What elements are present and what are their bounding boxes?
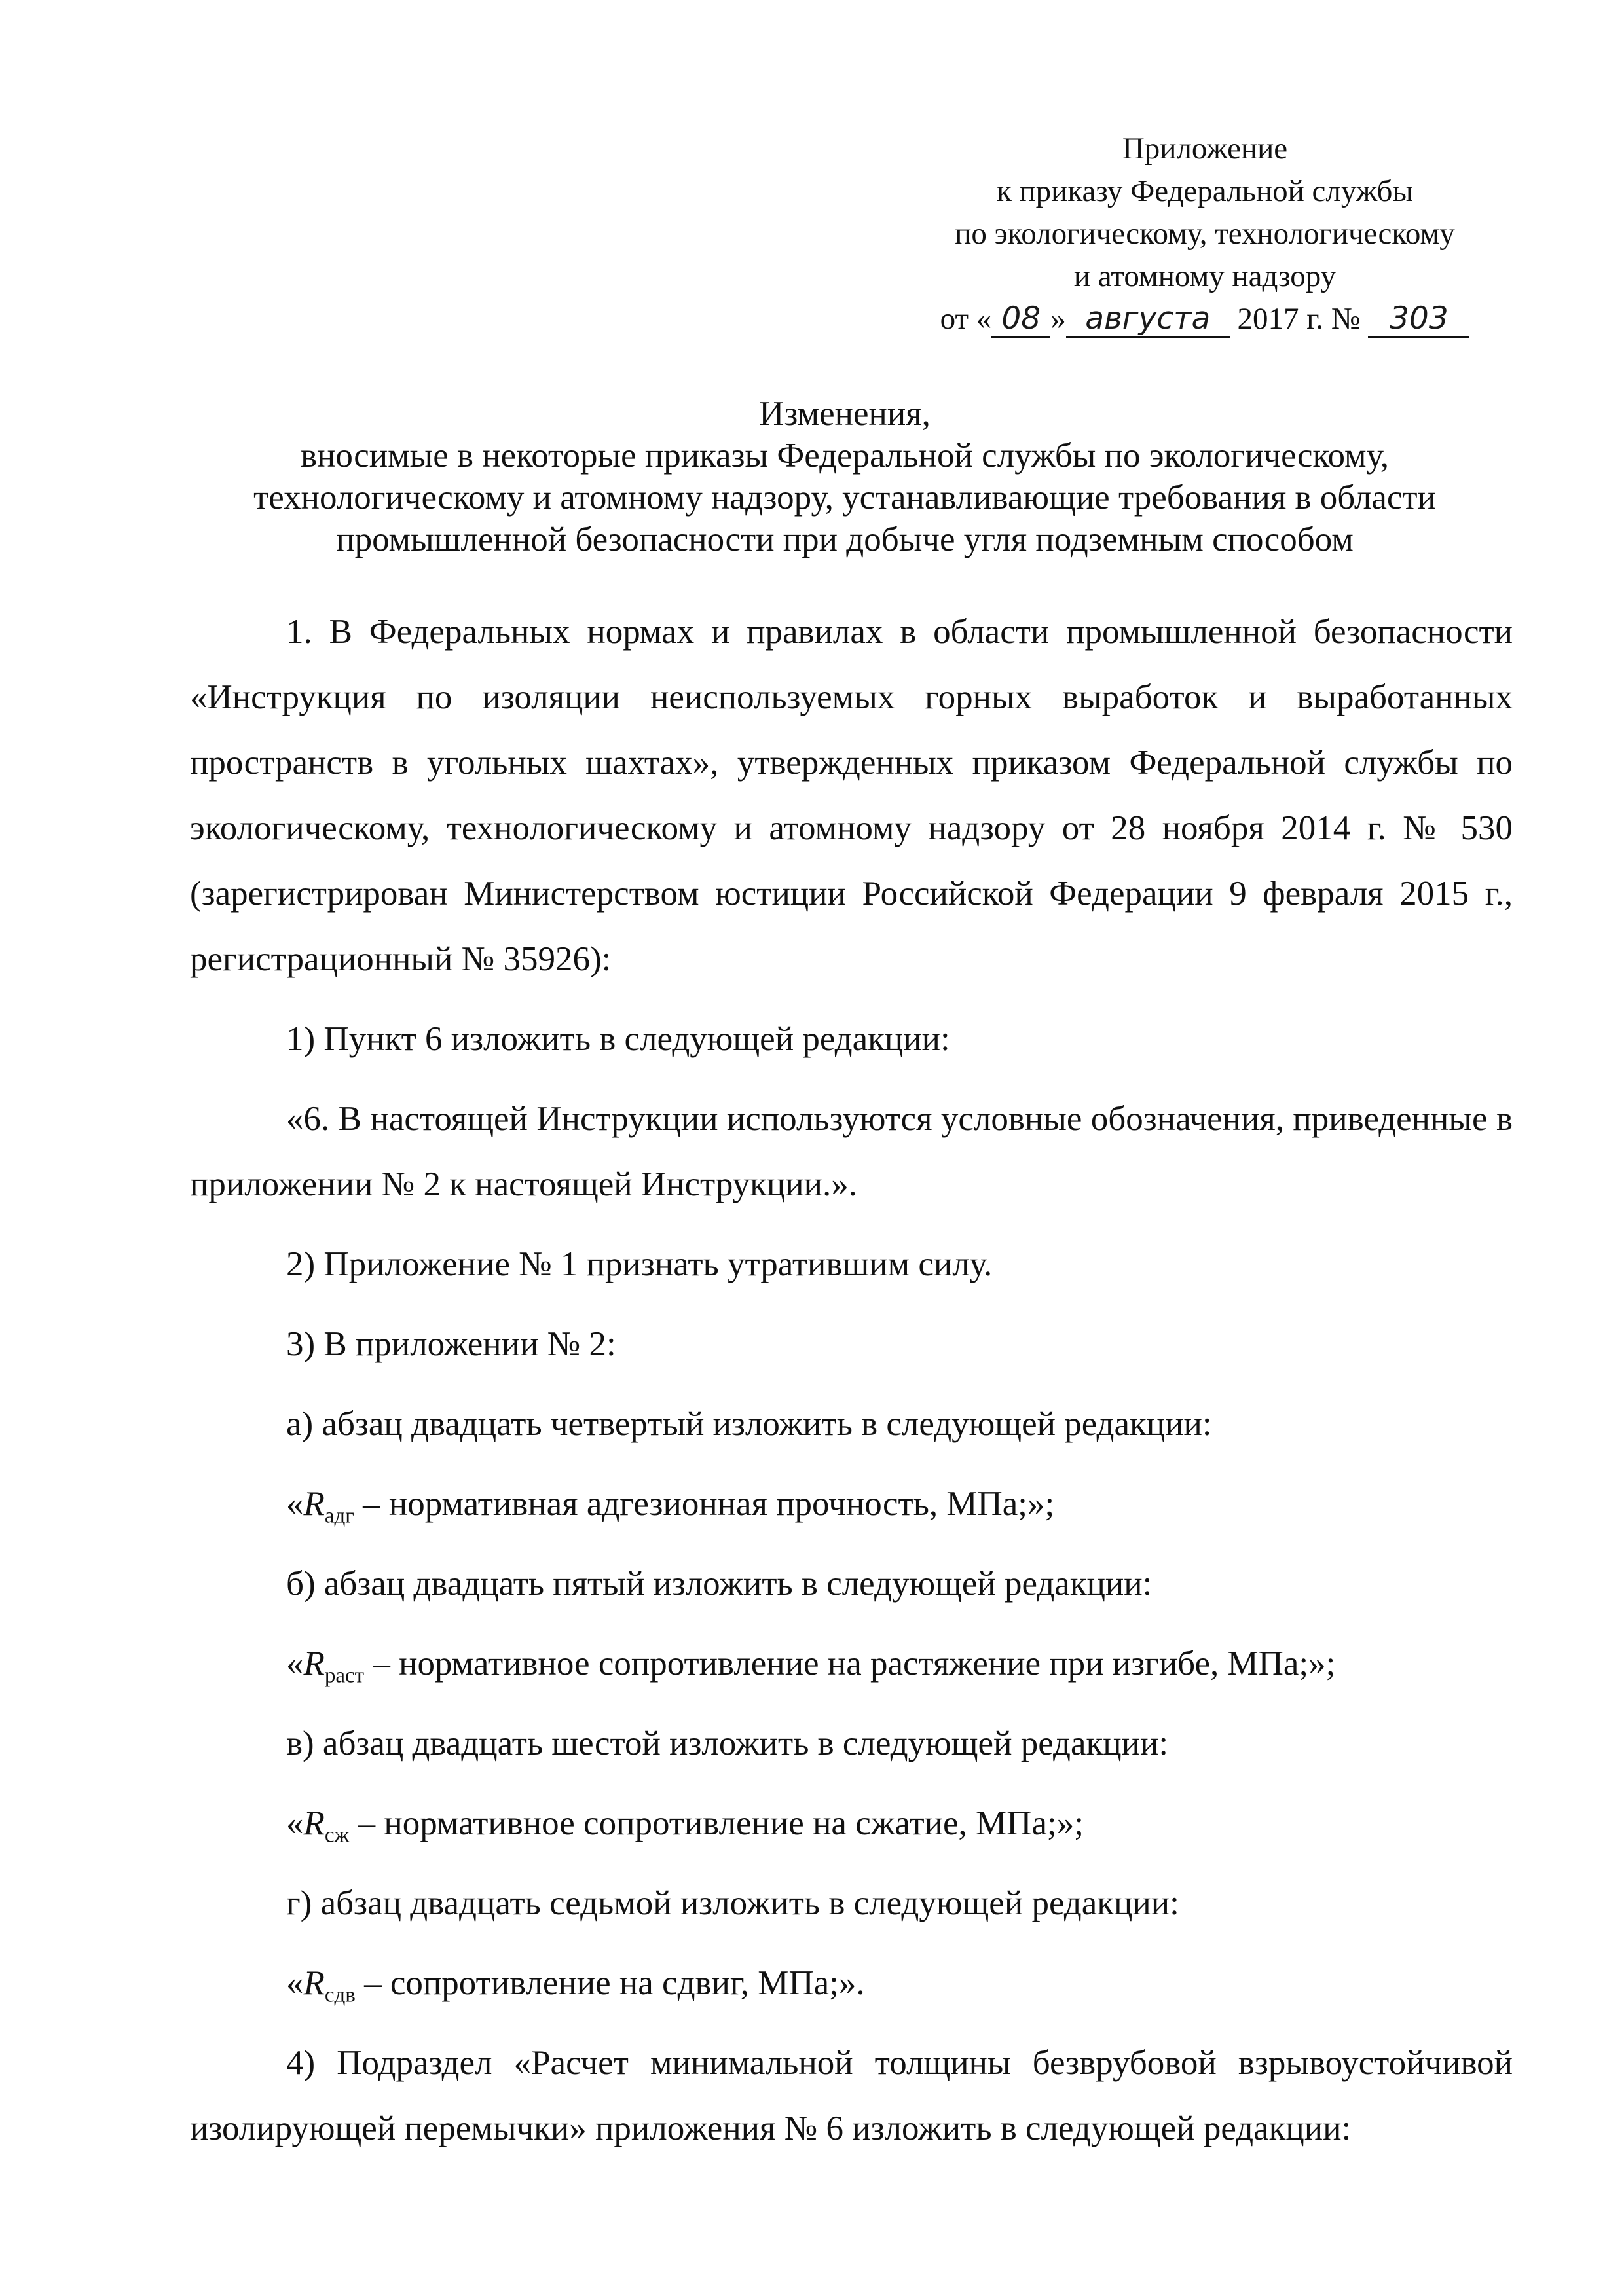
formula-text: – нормативное сопротивление на сжатие, МПа;»; [349,1804,1084,1842]
paragraph-1: 1. В Федеральных нормах и правилах в области промышленной безопасности «Инструкция по изоляции неиспользуемых горных выработок и выработанных пространств в угольных шахтах», утвержденных приказом Федеральной службы по экологическому, технологическому и атомному надзору от 28 ноября 2014 г. № 530 (зарегистрирован Министерством юстиции Российской Федерации 9 февраля 2015 г., регистрационный № 35926): [190,613,1513,978]
order-date-line [917,298,1493,340]
date-mid: » [1050,302,1066,336]
formula-r-rast [190,1631,1513,1696]
quote-open: « [286,1645,304,1683]
quote-open: « [286,1804,304,1842]
quote-open: « [286,1485,304,1523]
subitem-a: а) абзац двадцать четвертый изложить в следующей редакции: [286,1405,1212,1443]
handwritten-month: августа [1066,302,1230,338]
formula-text: – нормативное сопротивление на растяжение при изгибе, МПа;»; [364,1645,1336,1683]
r-subscript: сдв [324,1983,356,2007]
formula-text: – сопротивление на сдвиг, МПа;». [355,1964,865,2002]
r-symbol: R [303,1485,325,1523]
subitem-b: б) абзац двадцать пятый изложить в следующей редакции: [286,1565,1153,1603]
r-symbol: R [303,1645,325,1683]
formula-r-adg [190,1471,1513,1537]
paragraph-item-3: 3) В приложении № 2: [286,1325,616,1363]
subitem-v: в) абзац двадцать шестой изложить в следующей редакции: [286,1724,1169,1762]
title-line-1: вносимые в некоторые приказы Федеральной службы по экологическому, [301,437,1389,475]
paragraph-quote-6: «6. В настоящей Инструкции используются условные обозначения, приведенные в приложении № 2 к настоящей Инструкции.». [190,1100,1513,1203]
appendix-label: Приложение [1122,132,1288,166]
r-subscript: сж [324,1823,350,1848]
handwritten-order-number: 303 [1368,302,1469,338]
formula-r-sdv [190,1950,1513,2016]
title-line-2: технологическому и атомному надзору, устанавливающие требования в области [253,479,1436,517]
paragraph-item-2: 2) Приложение № 1 признать утратившим силу. [286,1245,993,1283]
r-symbol: R [303,1804,325,1842]
appendix-agency-line-2: и атомному надзору [1073,259,1337,293]
handwritten-day: 08 [991,302,1050,338]
document-title [183,393,1506,560]
subitem-g: г) абзац двадцать седьмой изложить в следующей редакции: [286,1884,1179,1922]
title-line-3: промышленной безопасности при добыче угля подземным способом [336,520,1354,558]
title-heading: Изменения, [759,395,931,433]
r-subscript: адг [324,1504,354,1528]
quote-open: « [286,1964,304,2002]
date-year: 2017 г. № [1237,302,1361,336]
formula-text: – нормативная адгезионная прочность, МПа;»; [354,1485,1055,1523]
appendix-header [917,128,1493,340]
date-prefix: от « [940,302,992,336]
paragraph-item-4: 4) Подраздел «Расчет минимальной толщины безврубовой взрывоустойчивой изолирующей перемычки» приложения № 6 изложить в следующей редакции: [190,2044,1513,2147]
r-subscript: раст [324,1664,365,1688]
r-symbol: R [303,1964,325,2002]
appendix-agency-line: по экологическому, технологическому [955,217,1455,251]
paragraph-item-1: 1) Пункт 6 изложить в следующей редакции: [286,1020,950,1058]
formula-r-szh [190,1791,1513,1856]
appendix-order-ref: к приказу Федеральной службы [996,174,1414,208]
document-body [190,599,1513,2161]
